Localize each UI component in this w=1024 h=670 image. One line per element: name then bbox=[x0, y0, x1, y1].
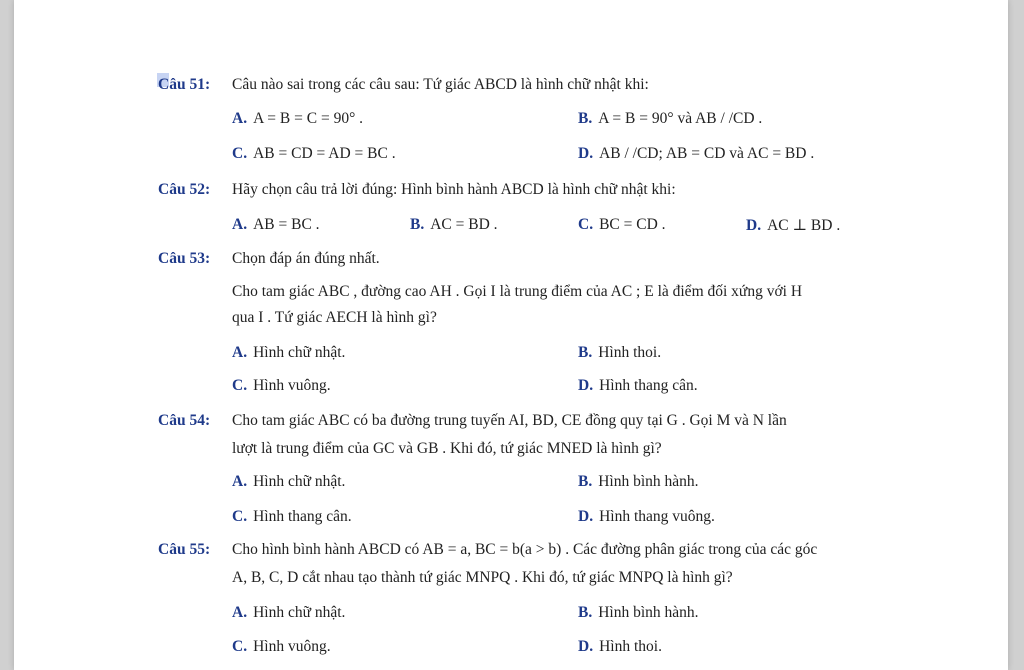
option-text: AB = BC . bbox=[253, 216, 320, 233]
q55-option-a[interactable] bbox=[232, 604, 345, 622]
option-letter: C. bbox=[232, 145, 248, 162]
q51-option-a[interactable] bbox=[232, 110, 363, 128]
option-letter: A. bbox=[232, 604, 248, 621]
option-letter: D. bbox=[578, 508, 594, 525]
option-text: AB / /CD; AB = CD và AC = BD . bbox=[599, 145, 815, 162]
option-text: Hình vuông. bbox=[253, 377, 331, 394]
q55-option-d[interactable] bbox=[578, 638, 662, 656]
question-53-text-line3: qua I . Tứ giác AECH là hình gì? bbox=[232, 309, 437, 326]
option-letter: B. bbox=[578, 604, 593, 621]
option-text: Hình chữ nhật. bbox=[253, 604, 346, 621]
q53-option-b[interactable] bbox=[578, 344, 661, 362]
q54-option-d[interactable] bbox=[578, 508, 715, 526]
option-text: Hình thang vuông. bbox=[599, 508, 715, 525]
question-53-text-line2: Cho tam giác ABC , đường cao AH . Gọi I là trung điểm của AC ; E là điểm đối xứng với H bbox=[232, 283, 803, 300]
option-text: Hình thoi. bbox=[598, 344, 662, 361]
option-letter: A. bbox=[232, 216, 248, 233]
option-text: A = B = C = 90° . bbox=[253, 110, 364, 127]
question-54-text: Cho tam giác ABC có ba đường trung tuyến AI, BD, CE đồng quy tại G . Gọi M và N lần bbox=[232, 412, 787, 429]
option-text: Hình vuông. bbox=[253, 638, 331, 655]
option-text: Hình thang cân. bbox=[599, 377, 698, 394]
option-letter: C. bbox=[232, 638, 248, 655]
option-text: AC = BD . bbox=[430, 216, 498, 233]
option-text: Hình bình hành. bbox=[598, 604, 699, 621]
q51-option-c[interactable] bbox=[232, 145, 396, 163]
option-letter: A. bbox=[232, 344, 248, 361]
option-text: Hình thoi. bbox=[599, 638, 662, 655]
question-51-label: Câu 51: bbox=[158, 76, 211, 93]
question-55-text: Cho hình bình hành ABCD có AB = a, BC = b(a > b) . Các đường phân giác trong của các góc bbox=[232, 541, 818, 558]
q52-option-b[interactable] bbox=[410, 216, 498, 234]
option-letter: D. bbox=[578, 145, 594, 162]
question-54-text-line2: lượt là trung điểm của GC và GB . Khi đó, tứ giác MNED là hình gì? bbox=[232, 440, 662, 457]
q55-option-c[interactable] bbox=[232, 638, 331, 656]
option-text: BC = CD . bbox=[599, 216, 666, 233]
option-letter: C. bbox=[578, 216, 594, 233]
q54-option-b[interactable] bbox=[578, 473, 699, 491]
q53-option-c[interactable] bbox=[232, 377, 331, 395]
q54-option-a[interactable] bbox=[232, 473, 345, 491]
option-letter: C. bbox=[232, 508, 248, 525]
q53-option-a[interactable] bbox=[232, 344, 345, 362]
question-52-text: Hãy chọn câu trả lời đúng: Hình bình hành ABCD là hình chữ nhật khi: bbox=[232, 181, 676, 198]
q54-option-c[interactable] bbox=[232, 508, 352, 526]
option-text: A = B = 90° và AB / /CD . bbox=[598, 110, 763, 127]
option-text: Hình bình hành. bbox=[598, 473, 699, 490]
option-text: Hình chữ nhật. bbox=[253, 344, 346, 361]
q52-option-d[interactable] bbox=[746, 216, 840, 235]
option-letter: B. bbox=[578, 344, 593, 361]
option-letter: B. bbox=[410, 216, 425, 233]
question-54-label: Câu 54: bbox=[158, 412, 211, 429]
option-letter: C. bbox=[232, 377, 248, 394]
question-52-label: Câu 52: bbox=[158, 181, 211, 198]
question-51-text: Câu nào sai trong các câu sau: Tứ giác ABCD là hình chữ nhật khi: bbox=[232, 76, 649, 93]
option-letter: D. bbox=[746, 217, 762, 234]
question-55-label: Câu 55: bbox=[158, 541, 211, 558]
option-letter: B. bbox=[578, 473, 593, 490]
option-letter: D. bbox=[578, 638, 594, 655]
question-53-label: Câu 53: bbox=[158, 250, 211, 267]
option-letter: D. bbox=[578, 377, 594, 394]
q55-option-b[interactable] bbox=[578, 604, 699, 622]
option-text: Hình thang cân. bbox=[253, 508, 352, 525]
question-53-text: Chọn đáp án đúng nhất. bbox=[232, 250, 380, 267]
q53-option-d[interactable] bbox=[578, 377, 698, 395]
option-text: Hình chữ nhật. bbox=[253, 473, 346, 490]
q51-option-b[interactable] bbox=[578, 110, 762, 128]
question-55-text-line2: A, B, C, D cắt nhau tạo thành tứ giác MNPQ . Khi đó, tứ giác MNPQ là hình gì? bbox=[232, 569, 733, 586]
option-letter: A. bbox=[232, 473, 248, 490]
q52-option-c[interactable] bbox=[578, 216, 666, 234]
option-text: AB = CD = AD = BC . bbox=[253, 145, 396, 162]
option-letter: B. bbox=[578, 110, 593, 127]
option-text: AC ⊥ BD . bbox=[767, 217, 841, 234]
q51-option-d[interactable] bbox=[578, 145, 814, 163]
option-letter: A. bbox=[232, 110, 248, 127]
q52-option-a[interactable] bbox=[232, 216, 320, 234]
